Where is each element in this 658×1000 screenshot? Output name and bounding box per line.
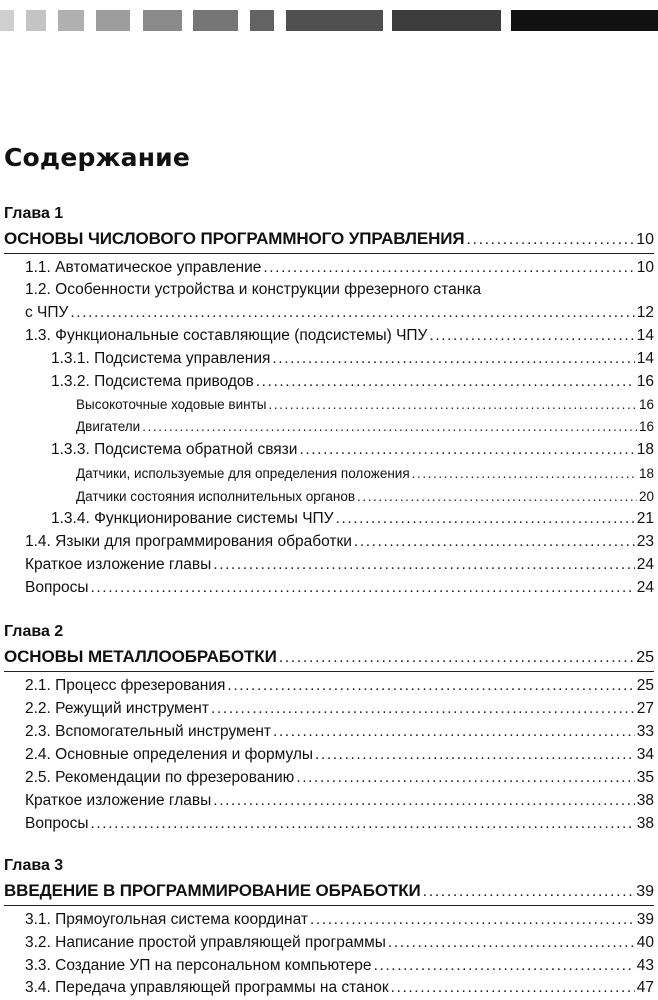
page-number: 38 (636, 792, 654, 809)
page-number: 39 (636, 911, 654, 928)
leader-dots (429, 327, 634, 345)
leader-dots (211, 700, 635, 718)
bar-segment (0, 10, 14, 31)
entry-text: с ЧПУ (25, 304, 69, 321)
page-number: 21 (636, 510, 654, 527)
leader-dots (467, 231, 635, 249)
page-number: 47 (636, 979, 654, 996)
page-number: 33 (636, 723, 654, 740)
leader-dots (423, 883, 635, 901)
toc-entry[interactable] (76, 397, 654, 412)
toc-entry[interactable] (25, 304, 654, 322)
leader-dots (357, 489, 637, 504)
leader-dots (273, 723, 635, 741)
entry-text: Датчики, используемые для определения положения (76, 466, 410, 481)
toc-entry[interactable] (25, 700, 654, 718)
leader-dots (90, 815, 634, 833)
leader-dots (388, 934, 635, 952)
entry-text: 3.4. Передача управляющей программы на станок (25, 979, 389, 996)
toc-entry[interactable] (25, 533, 654, 551)
entry-text: Вопросы (25, 815, 89, 832)
page-number: 12 (636, 304, 654, 321)
leader-dots (310, 911, 635, 929)
bar-segment (58, 10, 84, 31)
page-number: 14 (636, 350, 654, 367)
entry-text: Краткое изложение главы (25, 792, 212, 809)
leader-dots (70, 304, 634, 322)
toc-entry[interactable] (25, 327, 654, 345)
entry-text: Высокоточные ходовые винты (76, 397, 267, 412)
chapter-title[interactable] (4, 647, 654, 667)
page-number: 23 (636, 533, 654, 550)
page-number: 27 (636, 700, 654, 717)
bar-segment (250, 10, 274, 31)
chapter-title[interactable] (4, 881, 654, 901)
leader-dots (90, 579, 634, 597)
entry-text: Вопросы (25, 579, 89, 596)
page-number: 20 (638, 489, 654, 504)
chapter-title[interactable] (4, 229, 654, 249)
leader-dots (256, 373, 635, 391)
chapter-label: Глава 3 (4, 857, 64, 874)
entry-text: 1.3. Функциональные составляющие (подсистемы) ЧПУ (25, 327, 428, 344)
leader-dots (268, 397, 637, 412)
page-number: 40 (636, 934, 654, 951)
entry-text: Датчики состояния исполнительных органов (76, 489, 356, 504)
chapter-rule (4, 671, 654, 672)
bar-segment (286, 10, 383, 31)
leader-dots (299, 441, 634, 459)
bar-segment (392, 10, 501, 31)
toc-entry-line1[interactable]: 1.2. Особенности устройства и конструкции фрезерного станка (25, 281, 482, 298)
page-number: 18 (636, 441, 654, 458)
page-number: 24 (636, 579, 654, 596)
page-number: 39 (636, 883, 654, 900)
leader-dots (213, 792, 634, 810)
leader-dots (227, 677, 634, 695)
leader-dots (336, 510, 635, 528)
toc-entry[interactable] (25, 259, 654, 277)
entry-text: 1.4. Языки для программирования обработки (25, 533, 352, 550)
toc-entry[interactable] (76, 419, 654, 434)
bar-segment (193, 10, 238, 31)
leader-dots (374, 957, 635, 975)
toc-entry[interactable] (25, 746, 654, 764)
entry-text: Двигатели (76, 419, 141, 434)
toc-entry[interactable] (25, 677, 654, 695)
toc-entry[interactable] (51, 510, 654, 528)
toc-entry[interactable] (25, 792, 654, 810)
toc-entry[interactable] (51, 441, 654, 459)
toc-entry[interactable] (25, 934, 654, 952)
leader-dots (142, 419, 637, 434)
toc-entry[interactable] (25, 769, 654, 787)
toc-entry[interactable] (25, 957, 654, 975)
toc-entry[interactable] (51, 350, 654, 368)
page-number: 25 (636, 677, 654, 694)
entry-text: 1.3.1. Подсистема управления (51, 350, 271, 367)
toc-entry[interactable] (76, 466, 654, 481)
leader-dots (263, 259, 634, 277)
entry-text: 2.1. Процесс фрезерования (25, 677, 226, 694)
entry-text: 1.3.2. Подсистема приводов (51, 373, 254, 390)
toc-entry[interactable] (25, 911, 654, 929)
page-number: 10 (636, 259, 654, 276)
page-number: 16 (636, 373, 654, 390)
page-number: 43 (636, 957, 654, 974)
page-number: 38 (636, 815, 654, 832)
entry-text: Краткое изложение главы (25, 556, 212, 573)
leader-dots (272, 350, 634, 368)
chapter-title-text: ОСНОВЫ ЧИСЛОВОГО ПРОГРАММНОГО УПРАВЛЕНИЯ (4, 229, 465, 248)
chapter-rule (4, 253, 654, 254)
toc-entry[interactable] (25, 723, 654, 741)
page-number: 16 (638, 419, 654, 434)
toc-entry[interactable] (25, 556, 654, 574)
bar-segment (143, 10, 182, 31)
page-number: 34 (636, 746, 654, 763)
entry-text: 2.4. Основные определения и формулы (25, 746, 314, 763)
bar-segment (96, 10, 130, 31)
leader-dots (296, 769, 634, 787)
leader-dots (391, 979, 635, 997)
page-number: 18 (638, 466, 654, 481)
entry-text: 3.2. Написание простой управляющей программы (25, 934, 386, 951)
leader-dots (315, 746, 635, 764)
toc-entry[interactable] (25, 815, 654, 833)
leader-dots (412, 466, 637, 481)
toc-entry[interactable] (76, 489, 654, 504)
leader-dots (213, 556, 634, 574)
page-number: 24 (636, 556, 654, 573)
page-title: Содержание (4, 143, 191, 172)
bar-segment (511, 10, 658, 31)
entry-text: 2.2. Режущий инструмент (25, 700, 209, 717)
page-number: 14 (636, 327, 654, 344)
page-number: 35 (636, 769, 654, 786)
page-number: 25 (636, 649, 654, 666)
chapter-label: Глава 1 (4, 205, 64, 222)
entry-text: 1.3.3. Подсистема обратной связи (51, 441, 298, 458)
leader-dots (354, 533, 635, 551)
toc-entry[interactable] (25, 579, 654, 597)
page-number: 16 (638, 397, 654, 412)
entry-text: 1.1. Автоматическое управление (25, 259, 262, 276)
entry-text: 3.1. Прямоугольная система координат (25, 911, 308, 928)
toc-entry[interactable] (25, 979, 654, 997)
header-gradient-bar (0, 10, 658, 31)
bar-segment (26, 10, 46, 31)
chapter-title-text: ВВЕДЕНИЕ В ПРОГРАММИРОВАНИЕ ОБРАБОТКИ (4, 881, 421, 900)
entry-text: 2.5. Рекомендации по фрезерованию (25, 769, 295, 786)
chapter-title-text: ОСНОВЫ МЕТАЛЛООБРАБОТКИ (4, 647, 277, 666)
entry-text: 3.3. Создание УП на персональном компьютере (25, 957, 372, 974)
entry-text: 2.3. Вспомогательный инструмент (25, 723, 271, 740)
leader-dots (279, 649, 634, 667)
toc-entry[interactable] (51, 373, 654, 391)
page-number: 10 (636, 231, 654, 248)
chapter-rule (4, 905, 654, 906)
entry-text: 1.3.4. Функционирование системы ЧПУ (51, 510, 334, 527)
chapter-label: Глава 2 (4, 623, 64, 640)
